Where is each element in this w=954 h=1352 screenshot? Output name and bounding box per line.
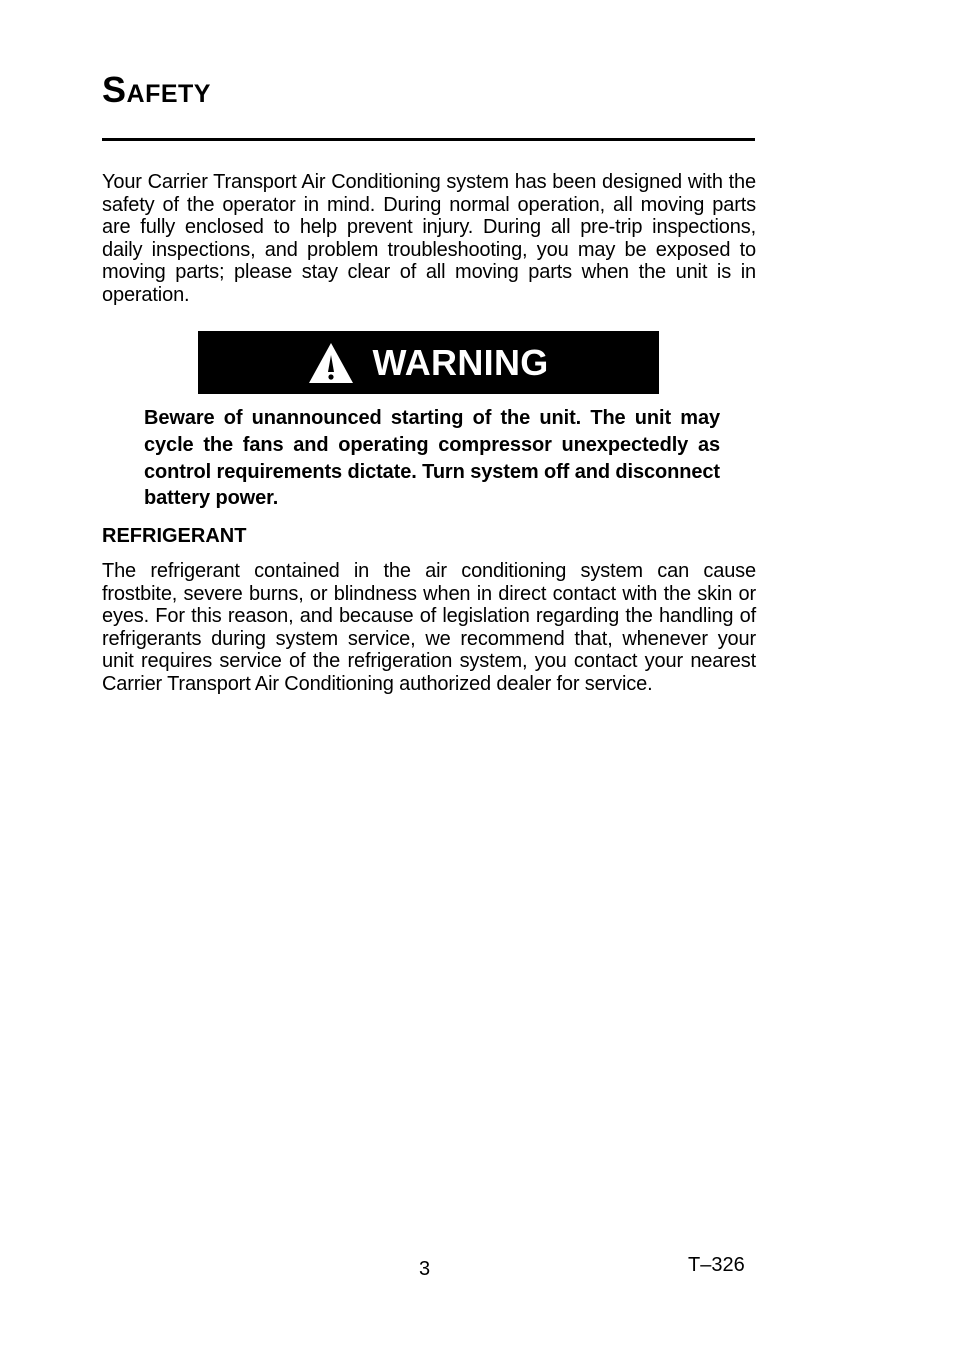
title-divider xyxy=(102,138,755,141)
warning-text: Beware of unannounced starting of the unit. The unit may cycle the fans and operating compressor unexpectedly as control requirements dictate. Turn system off and disconnect battery power. xyxy=(144,407,720,510)
page-number: 3 xyxy=(419,1258,431,1280)
document-code: T–326 xyxy=(688,1254,745,1276)
refrigerant-paragraph: The refrigerant contained in the air conditioning system can cause frostbite, severe burns, or blindness when in direct contact with the skin or eyes. For this reason, and because of legislation regarding the handling of refrigerants during system service, we recommend that, whenever your unit requires service of the refrigeration system, you contact your nearest Carrier Transport Air Conditioning authorized dealer for service. xyxy=(102,560,756,695)
warning-label: WARNING xyxy=(372,341,549,383)
warning-banner xyxy=(198,331,659,394)
intro-paragraph: Your Carrier Transport Air Conditioning system has been designed with the safety of the operator in mind. During normal operation, all moving parts are fully enclosed to help prevent injury. During all pre-trip inspections, daily inspections, and problem troubleshooting, you may be exposed to moving parts; please stay clear of all moving parts when the unit is in operation. xyxy=(102,171,756,306)
refrigerant-heading: REFRIGERANT xyxy=(102,525,247,547)
warning-triangle-icon xyxy=(308,342,354,384)
page-title: Safety xyxy=(102,69,211,110)
